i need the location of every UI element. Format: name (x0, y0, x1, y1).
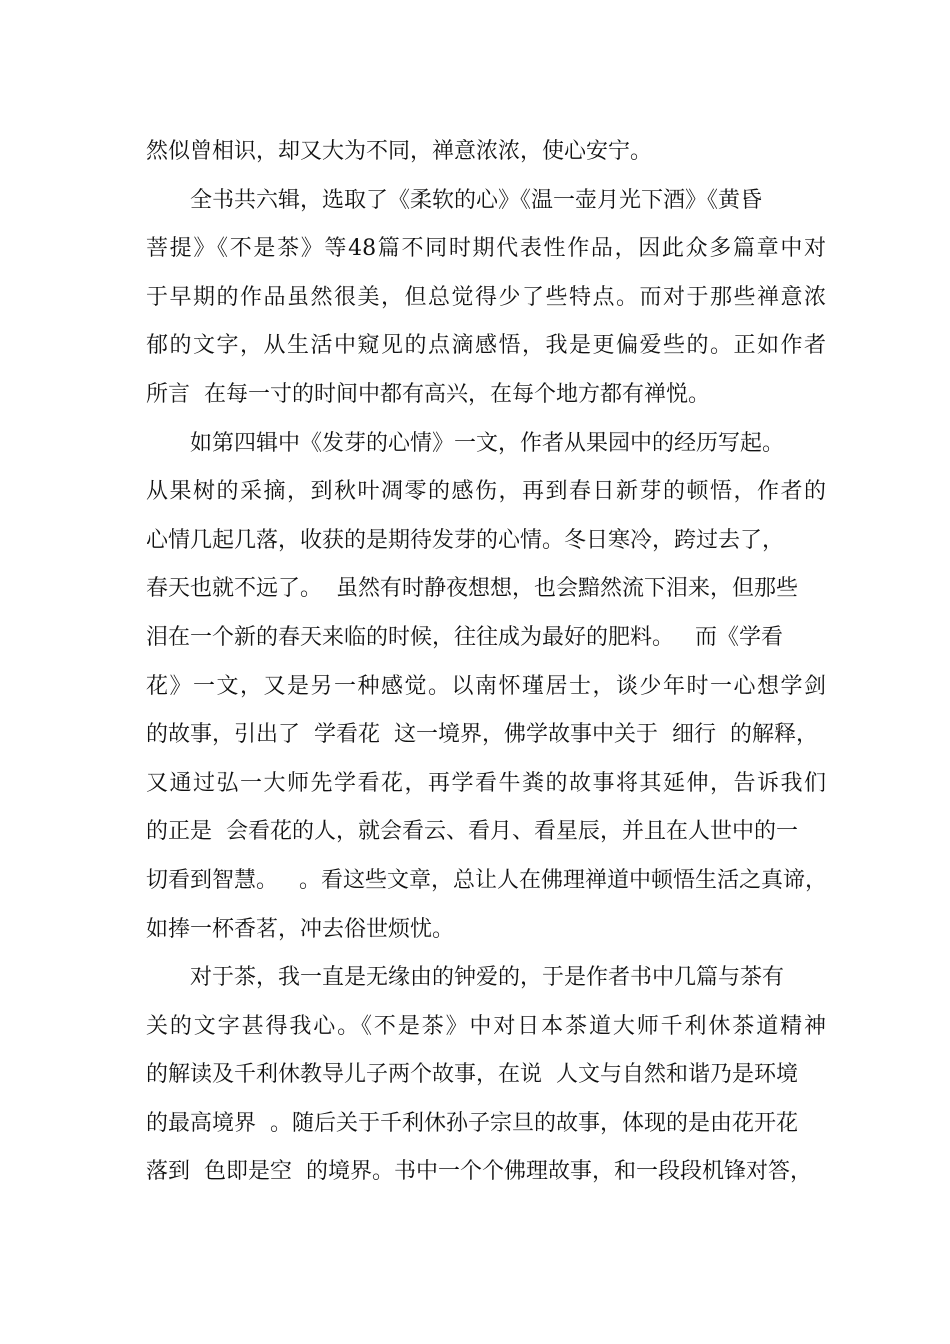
text-line: 的正是 会看花的人，就会看云、看月、看星辰，并且在人世中的一 (146, 819, 798, 845)
paragraph-first-line: 全书共六辑，选取了《柔软的心》《温一壶月光下酒》《黄昏 (190, 187, 763, 213)
paragraph-first-line: 如第四辑中《发芽的心情》一文，作者从果园中的经历写起。 (190, 430, 785, 456)
text-line: 菩提》《不是茶》等48篇不同时期代表性作品，因此众多篇章中对 (146, 236, 826, 262)
text-line: 然似曾相识，却又大为不同，禅意浓浓，使心安宁。 (146, 139, 653, 164)
text-line: 花》一文，又是另一种感觉。以南怀瑾居士，谈少年时一心想学剑 (146, 673, 826, 699)
text-line: 又通过弘一大师先学看花，再学看牛粪的故事将其延伸，告诉我们 (146, 770, 826, 796)
text-line: 落到 色即是空 的境界。书中一个个佛理故事，和一段段机锋对答， (146, 1159, 812, 1185)
text-line: 泪在一个新的春天来临的时候，往往成为最好的肥料。 而《学看 (146, 624, 783, 650)
text-line: 的最高境界 。随后关于千利休孙子宗旦的故事，体现的是由花开花 (146, 1110, 798, 1136)
text-line: 心情几起几落，收获的是期待发芽的心情。冬日寒冷，跨过去了， (146, 527, 785, 553)
text-line: 切看到智慧。 。看这些文章，总让人在佛理禅道中顿悟生活之真谛， (146, 867, 827, 893)
text-line: 郁的文字，从生活中窥见的点滴感悟，我是更偏爱些的。正如作者 (146, 333, 826, 359)
text-line: 所言 在每一寸的时间中都有高兴，在每个地方都有禅悦。 (146, 381, 710, 407)
text-line: 春天也就不远了。 虽然有时静夜想想，也会黯然流下泪来，但那些 (146, 576, 798, 602)
text-line: 从果树的采摘，到秋叶凋零的感伤，再到春日新芽的顿悟，作者的 (146, 479, 826, 505)
text-line: 于早期的作品虽然很美，但总觉得少了些特点。而对于那些禅意浓 (146, 284, 826, 310)
text-line: 如捧一杯香茗，冲去俗世烦忧。 (146, 916, 455, 942)
text-line: 的解读及千利休教导儿子两个故事，在说 人文与自然和谐乃是环境 (146, 1062, 798, 1088)
paragraph-first-line: 对于茶，我一直是无缘由的钟爱的，于是作者书中几篇与茶有 (190, 965, 785, 991)
text-line: 关的文字甚得我心。《不是茶》中对日本茶道大师千利休茶道精神 (146, 1013, 826, 1039)
text-line: 的故事，引出了 学看花 这一境界，佛学故事中关于 细行 的解释， (146, 722, 818, 748)
body-text (146, 128, 826, 1197)
